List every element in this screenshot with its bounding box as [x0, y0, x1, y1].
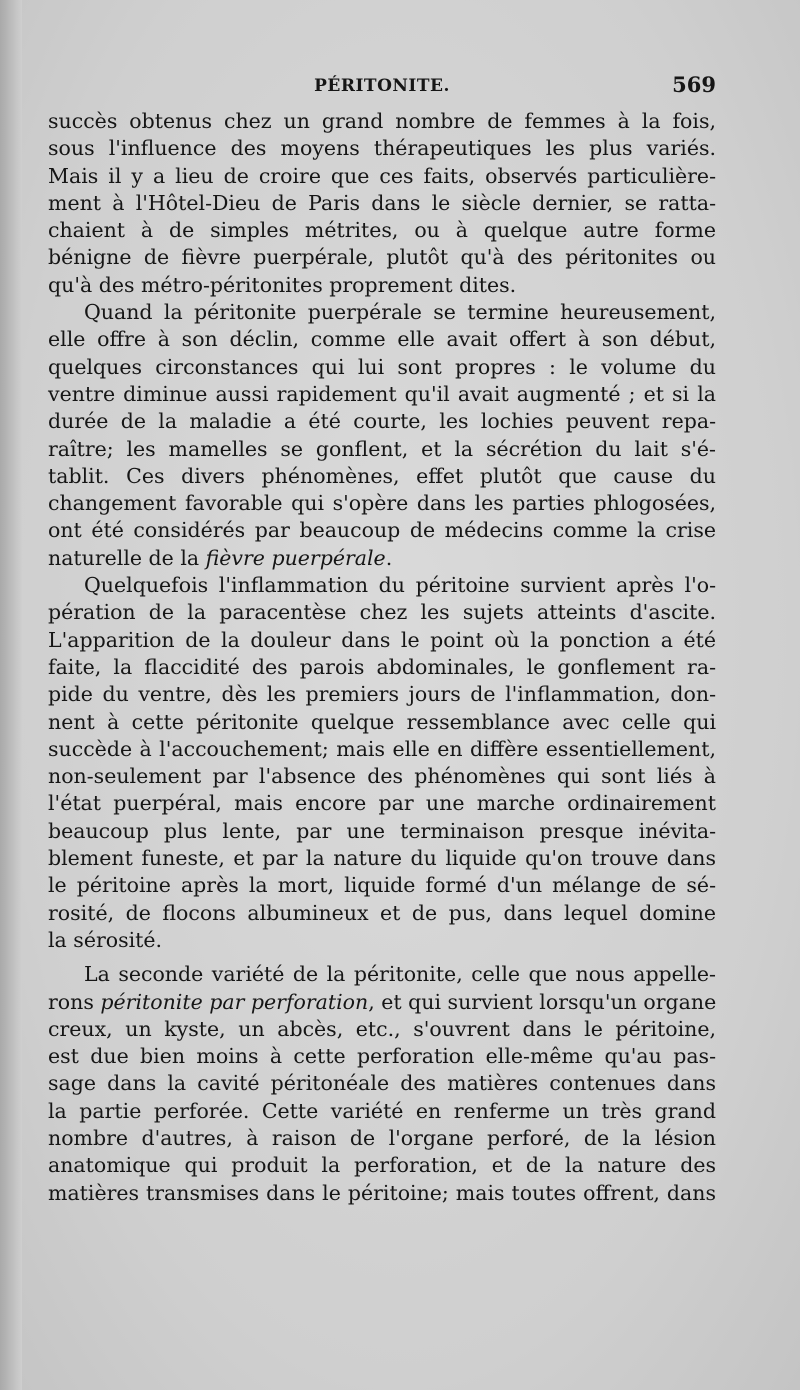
text-line: anatomique qui produit la perforation, et de la nature des [48, 1153, 716, 1178]
paragraph-gap [48, 954, 716, 961]
text-line: la sérosité. [48, 927, 163, 952]
text-line: changement favorable qui s'opère dans les parties phlogosées, [48, 491, 716, 516]
text-line: l'état puerpéral, mais encore par une marche ordinairement [48, 791, 716, 816]
text-line: non-seulement par l'absence des phénomènes qui sont liés à [48, 764, 716, 789]
italic-term: fièvre puerpérale [205, 545, 386, 570]
text-line: le péritoine après la mort, liquide formé d'un mélange de sé- [48, 873, 716, 898]
running-title: PÉRITONITE. [314, 76, 450, 96]
text-line: creux, un kyste, un abcès, etc., s'ouvrent dans le péritoine, [48, 1016, 716, 1041]
paragraph [48, 299, 716, 572]
text-line: beaucoup plus lente, par une terminaison presque inévita- [48, 818, 716, 843]
text-line: matières transmises dans le péritoine; mais toutes offrent, dans [48, 1180, 716, 1205]
text-line: nent à cette péritonite quelque ressemblance avec celle qui [48, 709, 716, 734]
text-line: rosité, de flocons albumineux et de pus, dans lequel domine [48, 900, 716, 925]
text-span: , et qui survient lorsqu'un organe [368, 989, 717, 1014]
text-line: qu'à des métro-péritonites proprement dites. [48, 272, 517, 297]
text-span: . [385, 545, 393, 570]
text-line: nombre d'autres, à raison de l'organe perforé, de la lésion [48, 1125, 716, 1150]
text-line: quelques circonstances qui lui sont propres : le volume du [48, 354, 716, 379]
text-line [48, 989, 716, 1016]
text-span: rons [48, 989, 101, 1014]
text-line: pide du ventre, dès les premiers jours de l'inflammation, don- [48, 682, 716, 707]
text-line: faite, la flaccidité des parois abdominales, le gonflement ra- [48, 654, 716, 679]
italic-term: péritonite par perforation [100, 989, 369, 1014]
text-line: sous l'influence des moyens thérapeutiques les plus variés. [48, 136, 716, 161]
text-line: La seconde variété de la péritonite, celle que nous appelle- [84, 962, 716, 987]
text-line: Mais il y a lieu de croire que ces faits, observés particulière- [48, 163, 716, 188]
page-number: 569 [672, 72, 716, 97]
text-line: succès obtenus chez un grand nombre de femmes à la fois, [48, 109, 716, 133]
paragraph [48, 572, 716, 954]
body-text [48, 108, 716, 1207]
text-line: blement funeste, et par la nature du liquide qu'on trouve dans [48, 846, 716, 871]
text-line: bénigne de fièvre puerpérale, plutôt qu'à des péritonites ou [48, 245, 716, 270]
text-line: ment à l'Hôtel-Dieu de Paris dans le siècle dernier, se ratta- [48, 190, 716, 215]
text-line: L'apparition de la douleur dans le point où la ponction a été [48, 627, 716, 652]
text-line: la partie perforée. Cette variété en renferme un très grand [48, 1098, 716, 1123]
text-line: ont été considérés par beaucoup de médecins comme la crise [48, 518, 716, 543]
text-line: est due bien moins à cette perforation elle-même qu'au pas- [48, 1044, 716, 1069]
text-line: chaient à de simples métrites, ou à quelque autre forme [48, 218, 716, 243]
text-line: durée de la maladie a été courte, les lochies peuvent repa- [48, 409, 716, 434]
text-line: succède à l'accouchement; mais elle en diffère essentiellement, [48, 736, 716, 761]
text-line: pération de la paracentèse chez les sujets atteints d'ascite. [48, 600, 716, 625]
paragraph [48, 961, 716, 1207]
text-line: sage dans la cavité péritonéale des matières contenues dans [48, 1071, 716, 1096]
page-header [48, 72, 716, 102]
text-line: Quand la péritonite puerpérale se termine heureusement, [84, 300, 716, 325]
text-line: tablit. Ces divers phénomènes, effet plutôt que cause du [48, 463, 716, 488]
text-span: naturelle de la [48, 545, 206, 570]
text-line: raître; les mamelles se gonflent, et la sécrétion du lait s'é- [48, 436, 716, 461]
paragraph [48, 108, 716, 299]
text-line [48, 545, 716, 572]
binding-shadow [0, 0, 22, 1390]
text-line: elle offre à son déclin, comme elle avait offert à son début, [48, 327, 716, 352]
text-line: Quelquefois l'inflammation du péritoine survient après l'o- [84, 573, 716, 598]
text-line: ventre diminue aussi rapidement qu'il avait augmenté ; et si la [48, 381, 716, 406]
